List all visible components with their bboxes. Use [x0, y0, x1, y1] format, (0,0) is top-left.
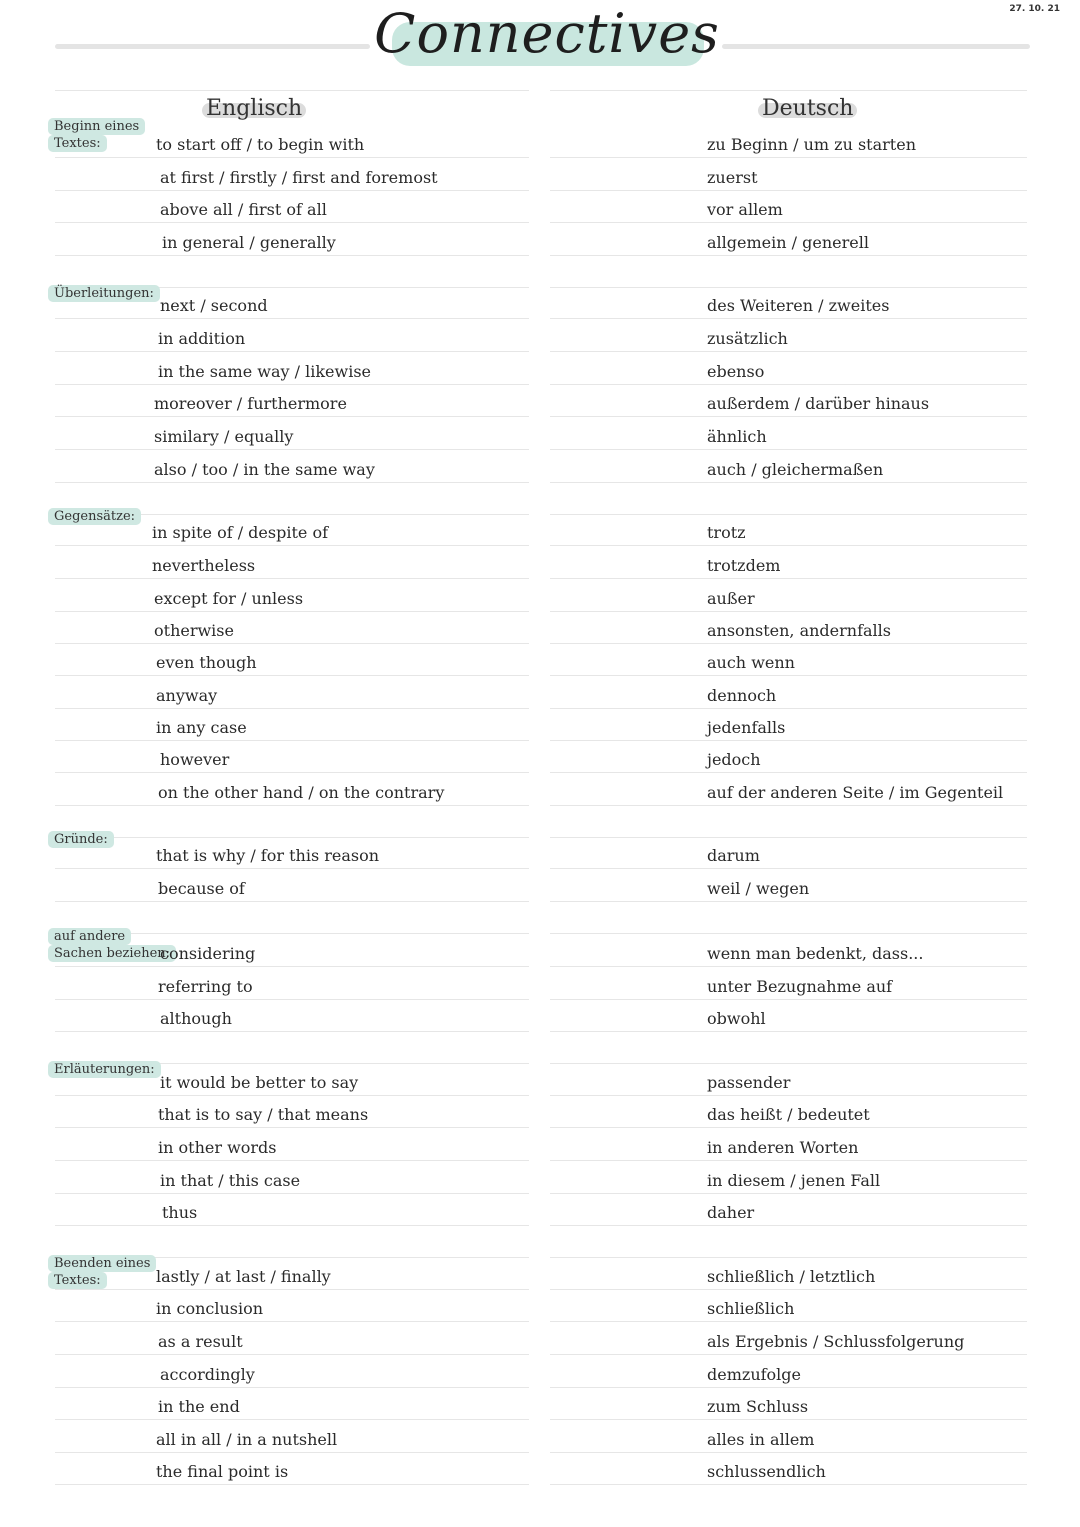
english-term: in spite of / despite of [152, 523, 328, 542]
rule [550, 933, 1027, 934]
english-term: referring to [158, 977, 253, 996]
english-term: considering [160, 944, 256, 963]
german-term: in anderen Worten [707, 1138, 859, 1157]
rule [55, 255, 529, 256]
rule [550, 449, 1027, 450]
german-term: daher [707, 1203, 755, 1222]
rule [550, 318, 1027, 319]
english-term: to start off / to begin with [156, 135, 365, 154]
section-label-line: Erläuterungen: [48, 1061, 161, 1078]
rule [550, 1225, 1027, 1226]
german-term: weil / wegen [707, 879, 810, 898]
rule [55, 1419, 529, 1420]
english-term: moreover / furthermore [154, 394, 347, 413]
rule [55, 1321, 529, 1322]
german-term: schließlich / letztlich [707, 1267, 876, 1286]
rule [550, 1063, 1027, 1064]
rule [55, 611, 529, 612]
rule [550, 1419, 1027, 1420]
english-term: otherwise [154, 621, 234, 640]
rule [55, 416, 529, 417]
rule [550, 772, 1027, 773]
section-label-line: Beenden eines [48, 1255, 156, 1272]
german-term: zuerst [707, 168, 758, 187]
rule [55, 384, 529, 385]
rule [55, 1193, 529, 1194]
english-term: even though [156, 653, 257, 672]
german-term: außerdem / darüber hinaus [707, 394, 930, 413]
rule [550, 1095, 1027, 1096]
column-header-english [206, 96, 302, 121]
rule [550, 1354, 1027, 1355]
rule [55, 578, 529, 579]
rule [55, 482, 529, 483]
rule [550, 805, 1027, 806]
english-term: in other words [158, 1138, 277, 1157]
english-term: anyway [156, 686, 218, 705]
german-term: darum [707, 846, 760, 865]
date: 27. 10. 21 [1009, 4, 1060, 14]
title-rule-right [722, 44, 1030, 49]
section-label [48, 928, 176, 962]
section-label-line: Textes: [48, 135, 107, 152]
rule [550, 287, 1027, 288]
rule [550, 578, 1027, 579]
rule [550, 1031, 1027, 1032]
english-term: at first / firstly / first and foremost [160, 168, 438, 187]
english-term: thus [162, 1203, 198, 1222]
english-term: nevertheless [152, 556, 256, 575]
rule [55, 643, 529, 644]
rule [550, 740, 1027, 741]
rule [550, 643, 1027, 644]
rule [55, 740, 529, 741]
german-term: jedoch [707, 750, 761, 769]
rule [55, 805, 529, 806]
english-term: also / too / in the same way [154, 460, 375, 479]
german-term: allgemein / generell [707, 233, 869, 252]
rule [550, 545, 1027, 546]
german-term: auf der anderen Seite / im Gegenteil [707, 783, 1004, 802]
rule [55, 1387, 529, 1388]
rule [550, 384, 1027, 385]
rule [550, 1193, 1027, 1194]
rule [55, 1160, 529, 1161]
rule [55, 1031, 529, 1032]
section-label-line: Beginn eines [48, 118, 145, 135]
german-term: trotz [707, 523, 746, 542]
german-term: demzufolge [707, 1365, 801, 1384]
english-term: in general / generally [162, 233, 336, 252]
rule [55, 772, 529, 773]
english-term: as a result [158, 1332, 243, 1351]
german-term: als Ergebnis / Schlussfolgerung [707, 1332, 965, 1351]
english-term: accordingly [160, 1365, 255, 1384]
rule [55, 837, 529, 838]
english-term: it would be better to say [160, 1073, 359, 1092]
english-term: next / second [160, 296, 268, 315]
german-term: in diesem / jenen Fall [707, 1171, 881, 1190]
rule [550, 416, 1027, 417]
column-header-english-label: Englisch [206, 96, 303, 121]
english-term: in the end [158, 1397, 240, 1416]
english-term: in conclusion [156, 1299, 264, 1318]
english-term: because of [158, 879, 245, 898]
german-term: auch / gleichermaßen [707, 460, 884, 479]
german-term: obwohl [707, 1009, 766, 1028]
section-label-line: Überleitungen: [48, 285, 160, 302]
english-term: except for / unless [154, 589, 304, 608]
rule [55, 157, 529, 158]
english-term: lastly / at last / finally [156, 1267, 331, 1286]
rule [550, 1160, 1027, 1161]
german-term: schlussendlich [707, 1462, 826, 1481]
rule [55, 318, 529, 319]
rule [550, 611, 1027, 612]
rule [550, 1484, 1027, 1485]
rule [55, 1289, 529, 1290]
german-term: zu Beginn / um zu starten [707, 135, 916, 154]
column-header-german [762, 96, 853, 121]
german-term: ähnlich [707, 427, 767, 446]
german-term: zum Schluss [707, 1397, 809, 1416]
rule [55, 966, 529, 967]
section-label [48, 508, 141, 525]
english-term: above all / first of all [160, 200, 327, 219]
rule [550, 901, 1027, 902]
german-term: des Weiteren / zweites [707, 296, 890, 315]
german-term: ansonsten, andernfalls [707, 621, 891, 640]
rule [55, 675, 529, 676]
english-term: all in all / in a nutshell [156, 1430, 338, 1449]
section-label [48, 285, 160, 302]
german-term: ebenso [707, 362, 765, 381]
rule [55, 449, 529, 450]
section-label-line: Sachen beziehen: [48, 945, 176, 962]
german-term: jedenfalls [707, 718, 786, 737]
section-label-line: auf andere [48, 928, 131, 945]
rule [55, 1127, 529, 1128]
german-term: auch wenn [707, 653, 795, 672]
rule [550, 999, 1027, 1000]
german-term: außer [707, 589, 755, 608]
rule [55, 351, 529, 352]
english-term: although [160, 1009, 232, 1028]
section-label-line: Gründe: [48, 831, 114, 848]
english-term: that is to say / that means [158, 1105, 369, 1124]
rule [550, 514, 1027, 515]
section-label [48, 831, 114, 848]
rule [55, 1095, 529, 1096]
section-label [48, 1255, 156, 1289]
german-term: trotzdem [707, 556, 781, 575]
section-label-line: Gegensätze: [48, 508, 141, 525]
rule [550, 1452, 1027, 1453]
rule [550, 1257, 1027, 1258]
german-term: alles in allem [707, 1430, 815, 1449]
rule [55, 1354, 529, 1355]
german-term: das heißt / bedeutet [707, 1105, 870, 1124]
rule [550, 351, 1027, 352]
page-title: Connectives [374, 2, 720, 65]
rule [550, 708, 1027, 709]
english-term: however [160, 750, 230, 769]
column-header-german-label: Deutsch [762, 96, 854, 121]
rule [550, 1289, 1027, 1290]
german-term: passender [707, 1073, 791, 1092]
rule [55, 190, 529, 191]
german-term: wenn man bedenkt, dass... [707, 944, 924, 963]
rule [55, 999, 529, 1000]
english-term: in that / this case [160, 1171, 301, 1190]
rule [550, 675, 1027, 676]
rule [55, 901, 529, 902]
rule [550, 837, 1027, 838]
german-term: unter Bezugnahme auf [707, 977, 893, 996]
rule [550, 482, 1027, 483]
rule [550, 1321, 1027, 1322]
rule [55, 222, 529, 223]
section-label [48, 118, 145, 152]
english-term: similary / equally [154, 427, 294, 446]
rule [55, 545, 529, 546]
rule [550, 1387, 1027, 1388]
rule [55, 868, 529, 869]
english-term: the final point is [156, 1462, 289, 1481]
rule [550, 966, 1027, 967]
english-term: in the same way / likewise [158, 362, 371, 381]
title-area [0, 0, 1080, 80]
rule [550, 190, 1027, 191]
rule [550, 222, 1027, 223]
english-term: on the other hand / on the contrary [158, 783, 445, 802]
rule [55, 1452, 529, 1453]
english-term: in any case [156, 718, 247, 737]
rule [550, 1127, 1027, 1128]
german-term: schließlich [707, 1299, 795, 1318]
english-term: in addition [158, 329, 246, 348]
rule [55, 1225, 529, 1226]
german-term: dennoch [707, 686, 777, 705]
rule [55, 90, 529, 91]
section-label-line: Textes: [48, 1272, 107, 1289]
section-label [48, 1061, 161, 1078]
german-term: vor allem [707, 200, 783, 219]
title-rule-left [55, 44, 370, 49]
rule [55, 708, 529, 709]
english-term: that is why / for this reason [156, 846, 380, 865]
rule [550, 90, 1027, 91]
german-term: zusätzlich [707, 329, 788, 348]
rule [550, 868, 1027, 869]
rule [55, 1484, 529, 1485]
rule [550, 255, 1027, 256]
rule [550, 157, 1027, 158]
